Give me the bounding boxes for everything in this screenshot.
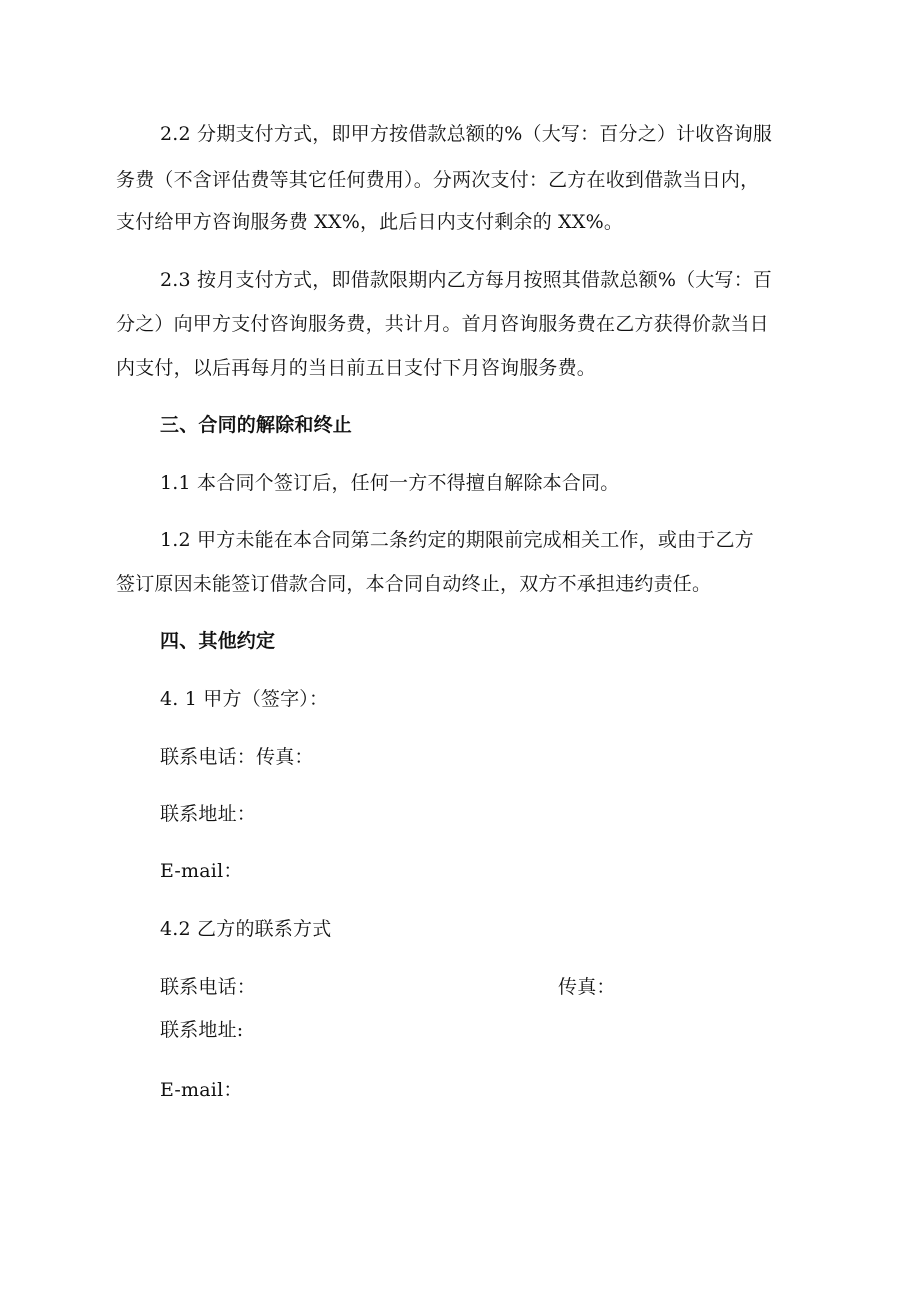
section-2-3-line-1: 2.3 按月支付方式，即借款限期内乙方每月按照其借款总额%（大写：百 xyxy=(160,269,773,291)
item-1-2-line-1: 1.2 甲方未能在本合同第二条约定的期限前完成相关工作，或由于乙方 xyxy=(160,529,754,551)
item-4-2: 4.2 乙方的联系方式 xyxy=(160,918,332,940)
item-4-1: 4. 1 甲方（签字）： xyxy=(160,688,329,710)
party-b-address: 联系地址: xyxy=(160,1019,244,1041)
party-a-address: 联系地址： xyxy=(160,803,257,825)
item-1-2-line-2: 签订原因未能签订借款合同，本合同自动终止，双方不承担违约责任。 xyxy=(116,573,712,595)
heading-other-terms: 四、其他约定 xyxy=(160,630,276,652)
section-2-2-line-1: 2.2 分期支付方式，即甲方按借款总额的%（大写：百分之）计收咨询服 xyxy=(160,123,773,145)
item-1-1: 1.1 本合同个签订后，任何一方不得擅自解除本合同。 xyxy=(160,472,620,494)
party-b-email: E-mail： xyxy=(160,1079,243,1101)
party-a-email: E-mail： xyxy=(160,860,243,882)
party-b-phone: 联系电话： xyxy=(160,976,257,998)
section-2-2-line-2: 务费（不含评估费等其它任何费用）。分两次支付：乙方在收到借款当日内， xyxy=(116,169,760,191)
party-b-fax: 传真： xyxy=(558,976,616,998)
party-a-phone-fax: 联系电话：传真： xyxy=(160,746,314,768)
section-2-3-line-2: 分之）向甲方支付咨询服务费，共计月。首月咨询服务费在乙方获得价款当日 xyxy=(116,313,769,335)
section-2-3-line-3: 内支付，以后再每月的当日前五日支付下月咨询服务费。 xyxy=(116,357,597,379)
heading-termination: 三、合同的解除和终止 xyxy=(160,414,353,436)
section-2-2-line-3: 支付给甲方咨询服务费 XX%，此后日内支付剩余的 XX%。 xyxy=(116,211,624,233)
